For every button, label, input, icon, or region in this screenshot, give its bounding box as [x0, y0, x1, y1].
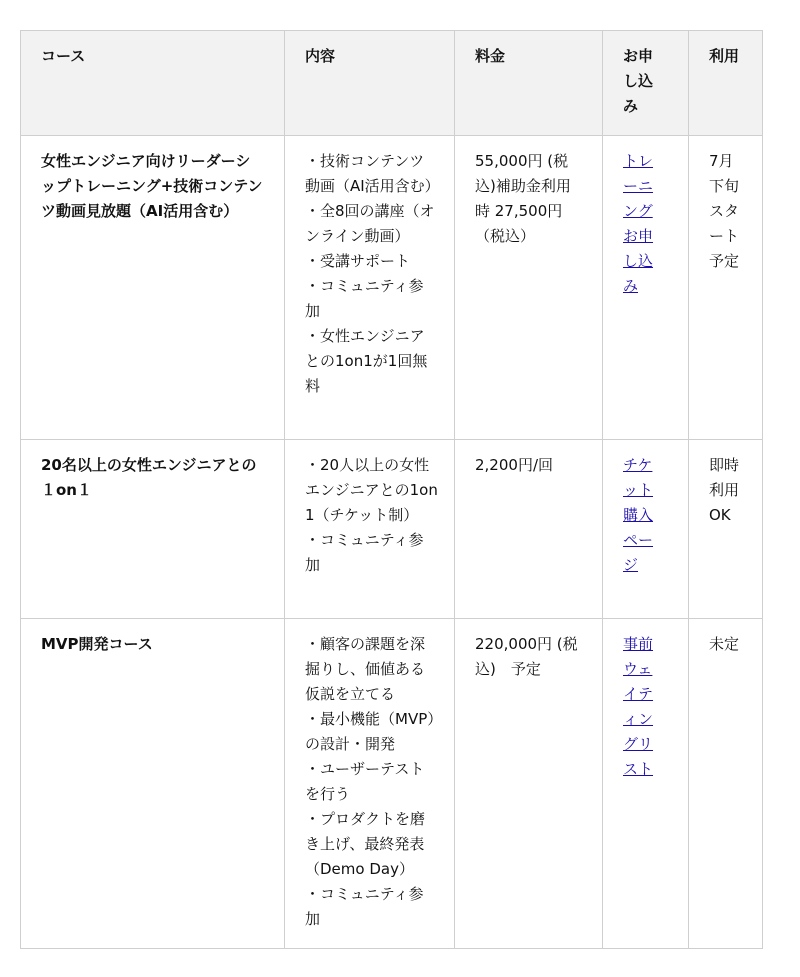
course-availability: 7月下旬スタート予定 [689, 136, 763, 440]
waiting-list-link[interactable]: 事前ウェイティングリスト [623, 635, 654, 778]
content-item: ・ユーザーテストを行う [305, 760, 425, 803]
course-content [285, 136, 455, 440]
header-apply: お申し込み [603, 31, 689, 136]
table-row [21, 440, 763, 619]
course-availability: 未定 [689, 619, 763, 949]
header-content: 内容 [285, 31, 455, 136]
content-item: ・最小機能（MVP）の設計・開発 [305, 710, 435, 753]
course-table [20, 30, 763, 949]
training-apply-link[interactable]: トレーニングお申し込み [623, 152, 654, 295]
content-item: ・女性エンジニアとの1on1が1回無料 [305, 327, 428, 395]
content-item: ・受講サポート [305, 252, 411, 270]
content-item: ・コミュニティ参加 [305, 531, 424, 574]
course-name: 20名以上の女性エンジニアとの１on１ [21, 440, 285, 619]
table-row [21, 619, 763, 949]
table-header-row [21, 31, 763, 136]
content-item: ・プロダクトを磨き上げ、最終発表（Demo Day） [305, 810, 426, 878]
course-content [285, 440, 455, 619]
ticket-purchase-link[interactable]: チケット購入ページ [623, 456, 654, 574]
table-row [21, 136, 763, 440]
content-item: ・技術コンテンツ動画（AI活用含む） [305, 152, 440, 195]
course-price: 220,000円 (税込) 予定 [455, 619, 603, 949]
content-item: ・顧客の課題を深掘りし、価値ある仮説を立てる [305, 635, 426, 703]
content-item: ・コミュニティ参加 [305, 885, 424, 928]
course-name: 女性エンジニア向けリーダーシップトレーニング+技術コンテンツ動画見放題（AI活用含む） [21, 136, 285, 440]
course-name: MVP開発コース [21, 619, 285, 949]
course-content [285, 619, 455, 949]
content-item: ・20人以上の女性エンジニアとの1on1（チケット制） [305, 456, 438, 524]
header-price: 料金 [455, 31, 603, 136]
header-course: コース [21, 31, 285, 136]
course-price: 55,000円 (税込)補助金利用時 27,500円（税込） [455, 136, 603, 440]
course-price: 2,200円/回 [455, 440, 603, 619]
content-item: ・全8回の講座（オンライン動画） [305, 202, 435, 245]
content-item: ・コミュニティ参加 [305, 277, 424, 320]
course-availability: 即時利用OK [689, 440, 763, 619]
header-availability: 利用 [689, 31, 763, 136]
